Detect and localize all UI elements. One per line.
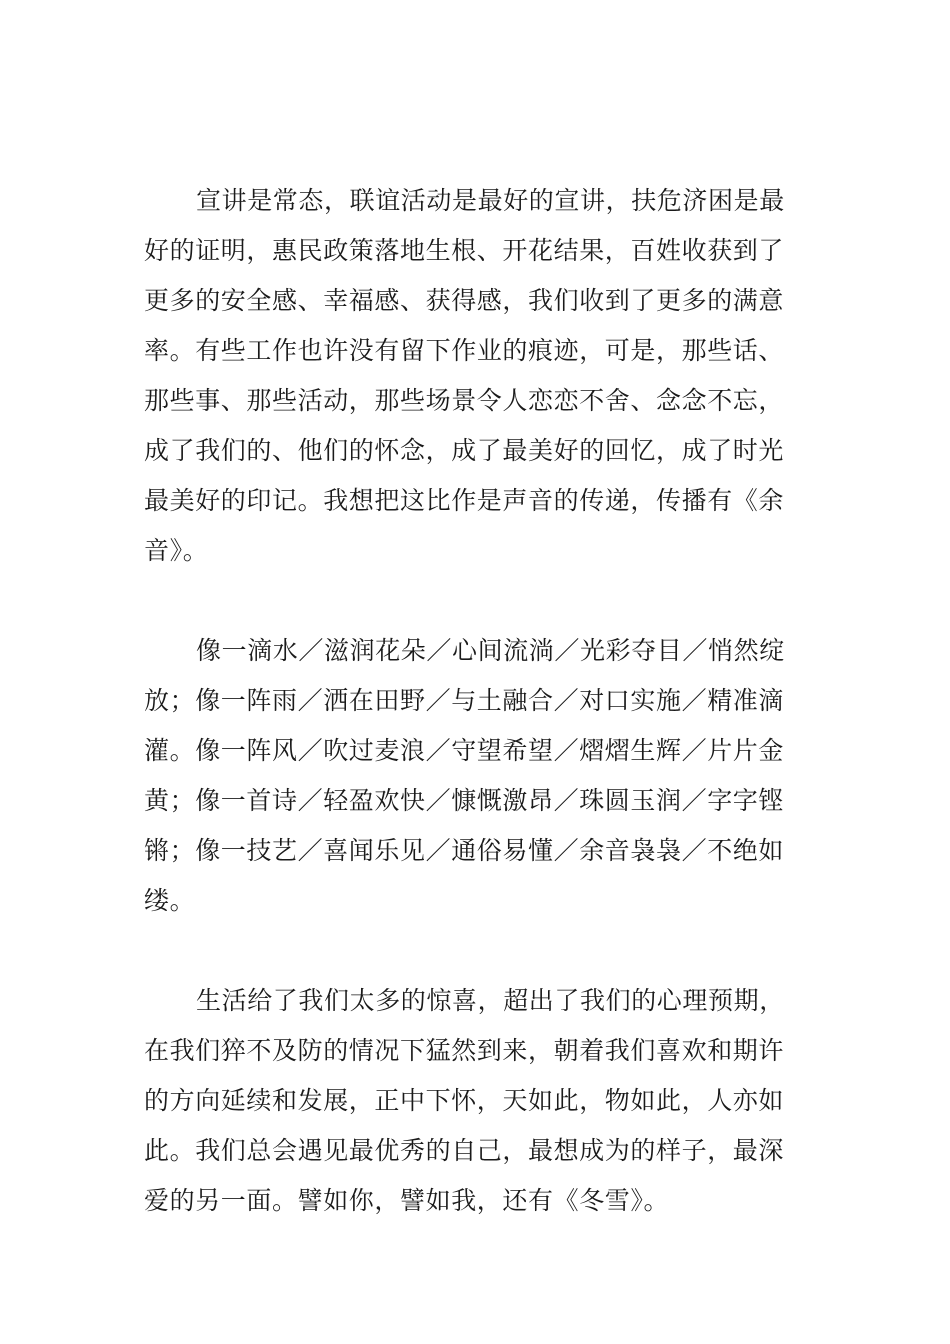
paragraph-3: 生活给了我们太多的惊喜，超出了我们的心理预期，在我们猝不及防的情况下猛然到来，朝着我们喜欢和期许的方向延续和发展，正中下怀，天如此，物如此，人亦如此。我们总会遇见最优秀的自己，最想成为的样子，最深爱的另一面。譬如你，譬如我，还有《冬雪》。 xyxy=(144,986,785,1215)
paragraph-1: 宣讲是常态，联谊活动是最好的宣讲，扶危济困是最好的证明，惠民政策落地生根、开花结果，百姓收获到了更多的安全感、幸福感、获得感，我们收到了更多的满意率。有些工作也许没有留下作业的痕迹，可是，那些话、那些事、那些活动，那些场景令人恋恋不舍、念念不忘，成了我们的、他们的怀念，成了最美好的回忆，成了时光最美好的印记。我想把这比作是声音的传递，传播有《余音》。 xyxy=(144,186,785,565)
document-page xyxy=(144,176,808,1226)
paragraph-2: 像一滴水／滋润花朵／心间流淌／光彩夺目／悄然绽放；像一阵雨／洒在田野／与土融合／对口实施／精准滴灌。像一阵风／吹过麦浪／守望希望／熠熠生辉／片片金黄；像一首诗／轻盈欢快／慷慨激昂／珠圆玉润／字字铿锵；像一技艺／喜闻乐见／通俗易懂／余音袅袅／不绝如缕。 xyxy=(144,636,785,915)
